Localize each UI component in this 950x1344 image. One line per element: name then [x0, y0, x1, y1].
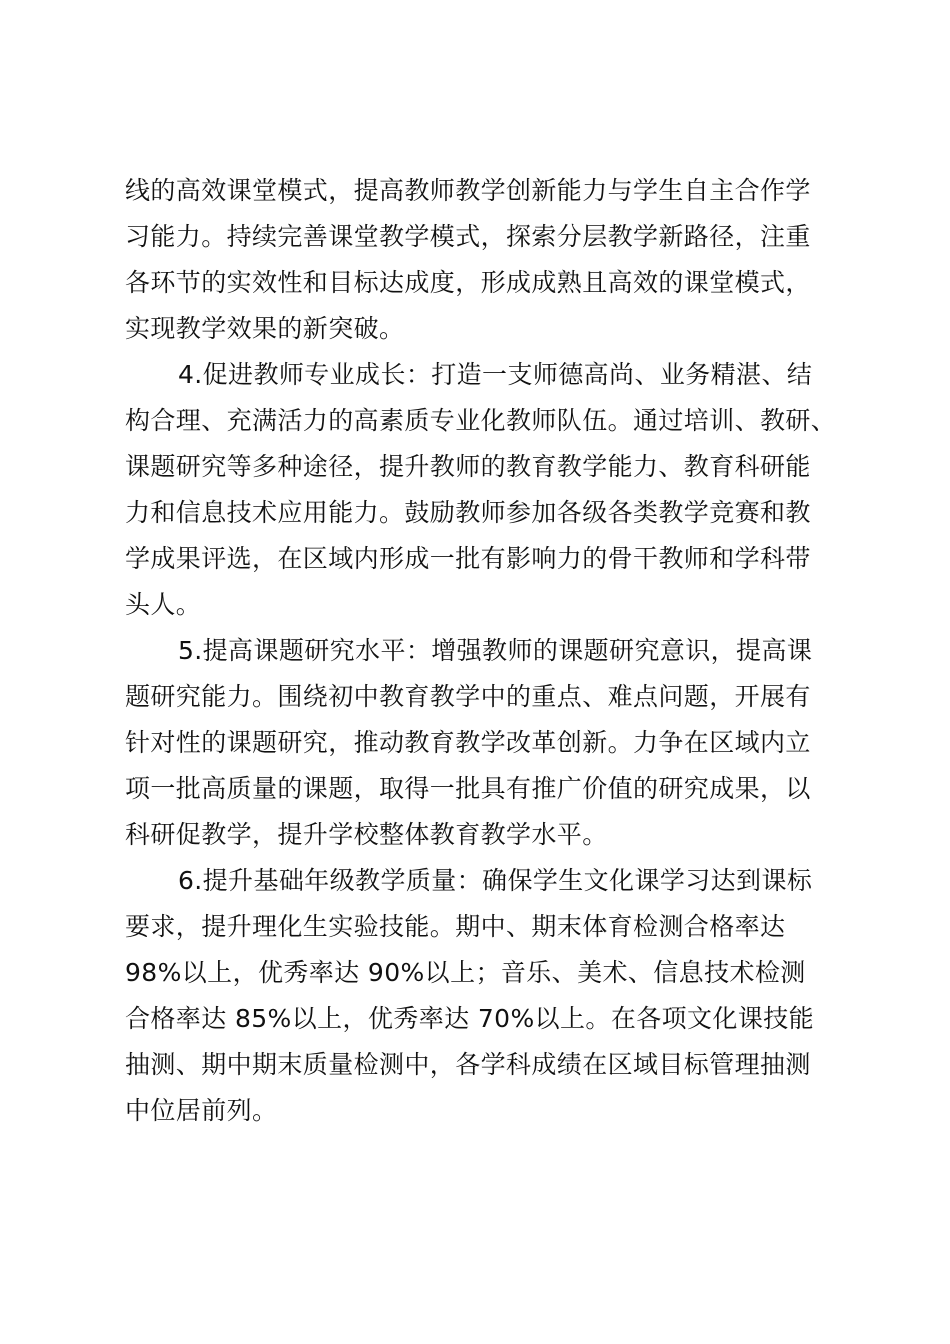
paragraph-2-line-2: 构合理、充满活力的高素质专业化教师队伍。通过培训、教研、	[125, 406, 837, 435]
paragraph-1-line-2: 习能力。持续完善课堂教学模式，探索分层教学新路径，注重	[125, 222, 811, 251]
paragraph-3-line-4: 项一批高质量的课题，取得一批具有推广价值的研究成果，以	[125, 774, 811, 803]
paragraph-2-line-6: 头人。	[125, 590, 202, 619]
paragraph-3-line-3: 针对性的课题研究，推动教育教学改革创新。力争在区域内立	[125, 728, 811, 757]
paragraph-2-line-1: 4.促进教师专业成长：打造一支师德高尚、业务精湛、结	[178, 360, 813, 389]
paragraph-4-line-5: 抽测、期中期末质量检测中，各学科成绩在区域目标管理抽测	[125, 1050, 811, 1079]
paragraph-2-line-3: 课题研究等多种途径，提升教师的教育教学能力、教育科研能	[125, 452, 811, 481]
paragraph-3-line-5: 科研促教学，提升学校整体教育教学水平。	[125, 820, 608, 849]
paragraph-4-line-1: 6.提升基础年级教学质量：确保学生文化课学习达到课标	[178, 866, 813, 895]
paragraph-1-line-1: 线的高效课堂模式，提高教师教学创新能力与学生自主合作学	[125, 176, 811, 205]
paragraph-3-line-2: 题研究能力。围绕初中教育教学中的重点、难点问题，开展有	[125, 682, 811, 711]
paragraph-1-line-4: 实现教学效果的新突破。	[125, 314, 405, 343]
paragraph-2-line-4: 力和信息技术应用能力。鼓励教师参加各级各类教学竞赛和教	[125, 498, 811, 527]
paragraph-4-line-3: 98%以上，优秀率达 90%以上；音乐、美术、信息技术检测	[125, 958, 806, 987]
paragraph-3-line-1: 5.提高课题研究水平：增强教师的课题研究意识，提高课	[178, 636, 813, 665]
paragraph-4-line-6: 中位居前列。	[125, 1096, 278, 1125]
paragraph-1-line-3: 各环节的实效性和目标达成度，形成成熟且高效的课堂模式，	[125, 268, 811, 297]
paragraph-4-line-4: 合格率达 85%以上，优秀率达 70%以上。在各项文化课技能	[125, 1004, 815, 1033]
paragraph-4-line-2: 要求，提升理化生实验技能。期中、期末体育检测合格率达	[125, 912, 786, 941]
paragraph-2-line-5: 学成果评选，在区域内形成一批有影响力的骨干教师和学科带	[125, 544, 811, 573]
